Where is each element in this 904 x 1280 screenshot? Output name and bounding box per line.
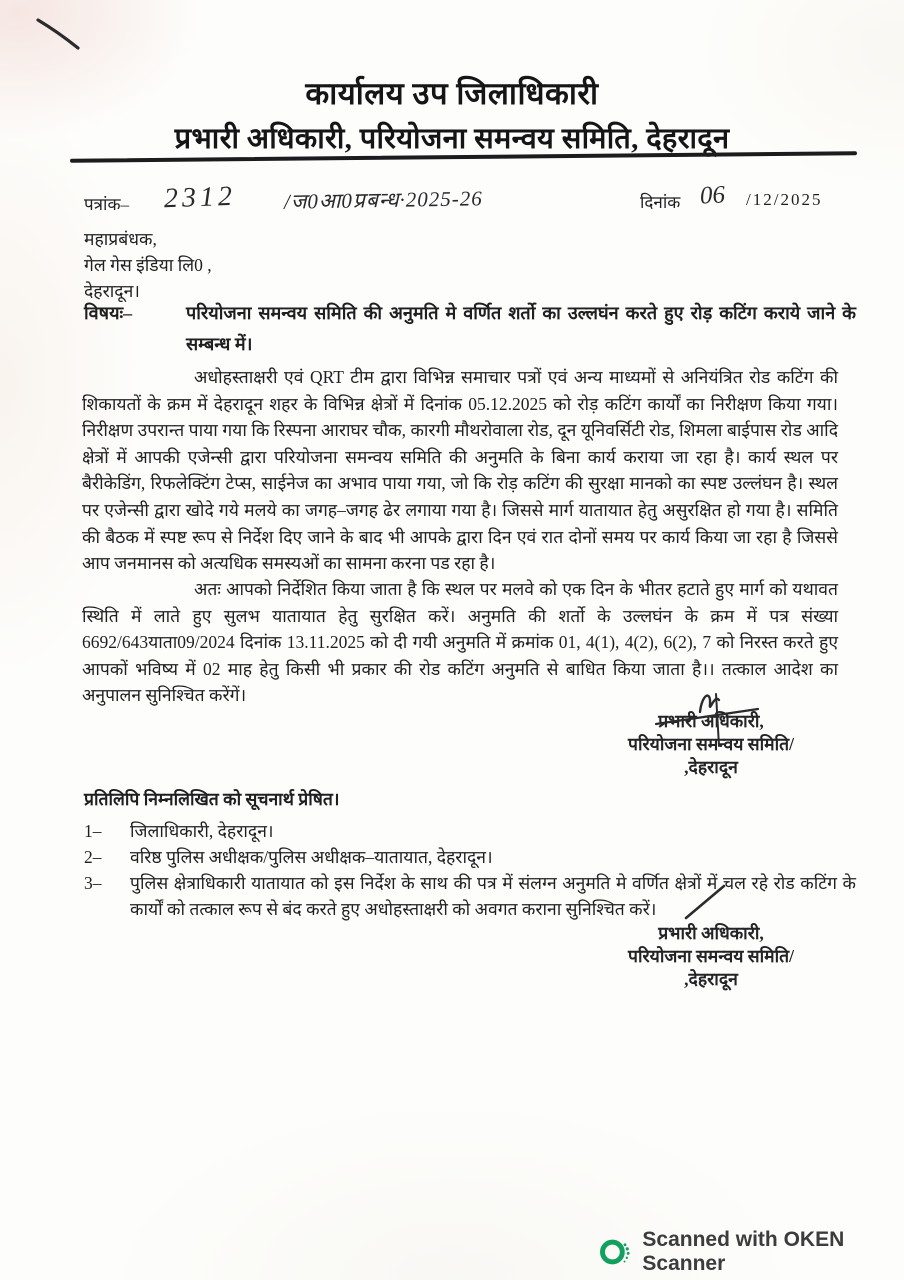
copy-item-number: 2– — [84, 847, 102, 867]
date-label: दिनांक — [640, 193, 681, 212]
addressee-block — [84, 226, 484, 304]
copy-item — [84, 870, 856, 922]
office-subtitle: प्रभारी अधिकारी, परियोजना समन्वय समिति, देहरादून — [174, 123, 730, 155]
signatory-committee: परियोजना समन्वय समिति/ — [628, 734, 794, 754]
signatory-place: ,देहरादून — [684, 757, 738, 777]
addressee-line: महाप्रबंधक, — [84, 229, 157, 249]
pen-mark-icon — [30, 12, 90, 57]
copy-item — [84, 818, 856, 844]
letter-number-handwritten: 2312 — [163, 180, 237, 215]
scanner-badge — [598, 1228, 904, 1276]
letter-number-suffix-handwritten: /ज0आ0प्रबन्ध·2025-26 — [283, 186, 483, 214]
signatory-designation: प्रभारी अधिकारी, — [658, 923, 764, 943]
signatory-place: ,देहरादून — [684, 969, 738, 989]
body-paragraph-2: अतः आपको निर्देशित किया जाता है कि स्थल पर मलवे को एक दिन के भीतर हटाते हुए मार्ग को यथावत स्थिति में लाते हुए सुलभ यातायात हेतु सुरक्षित करें। अनुमति की शर्तो के उल्लघंन के क्रम में पत्र संख्या 6692/643याता09/2024 दिनांक 13.11.2025 को दी गयी अनुमति में क्रमांक 01, 4(1), 4(2), 6(2), 7 को निरस्त करते हुए आपकों भविष्य में 02 माह हेतु किसी भी प्रकार की रोड कटिंग अनुमति से बाधित किया जाता है।। तत्काल आदेश का अनुपालन सुनिश्चित करेंगें। — [82, 579, 838, 706]
signatory-designation: प्रभारी अधिकारी, — [658, 711, 764, 731]
copy-item-text: जिलाधिकारी, देहरादून। — [130, 821, 274, 841]
subject-label: विषयः– — [84, 303, 133, 323]
subject-block — [84, 298, 856, 360]
signatory-committee: परियोजना समन्वय समिति/ — [628, 946, 794, 966]
copy-item-text: पुलिस क्षेत्राधिकारी यातायात को इस निर्देश के साथ की पत्र में संलग्न अनुमति मे वर्णित क्षेत्रों में चल रहे रोड कटिंग के कार्यों को तत्काल रूप से बंद करते हुए अधोहस्ताक्षरी को अवगत कराना सुनिश्चित करें। — [130, 873, 856, 919]
signature-block-2 — [586, 922, 836, 991]
office-title: कार्यालय उप जिलाधिकारी — [305, 76, 599, 111]
signature-slash-icon — [678, 880, 734, 924]
copy-item-text: वरिष्ठ पुलिस अधीक्षक/पुलिस अधीक्षक–यातायात, देहरादून। — [130, 847, 493, 867]
scanner-badge-text: Scanned with OKEN Scanner — [642, 1228, 845, 1275]
copy-distribution-list — [84, 786, 856, 922]
letterhead — [0, 72, 904, 157]
date-month-year: /12/2025 — [746, 190, 823, 209]
copy-heading: प्रतिलिपि निम्नलिखित को सूचनार्थ प्रेषित। — [84, 789, 340, 809]
copy-item-number: 1– — [84, 821, 102, 841]
letter-number-label: पत्रांक– — [84, 195, 129, 214]
addressee-line: गेल गेस इंडिया लि0 , — [84, 255, 212, 275]
reference-line — [84, 182, 854, 222]
oken-scanner-logo-icon — [598, 1234, 630, 1270]
copy-item — [84, 844, 856, 870]
copy-item-number: 3– — [84, 873, 102, 893]
signature-scribble-icon — [648, 686, 778, 758]
subject-text: परियोजना समन्वय समिति की अनुमति मे वर्णित शर्तो का उल्लघंन करते हुए रोड़ कटिंग कराये जाने के सम्बन्ध में। — [186, 303, 856, 354]
body-paragraph-1: अधोहस्ताक्षरी एवं QRT टीम द्वारा विभिन्न समाचार पत्रों एवं अन्य माध्यमों से अनियंत्रित रोड कटिंग की शिकायतों के क्रम में देहरादून शहर के विभिन्न क्षेत्रों में दिनांक 05.12.2025 को रोड़ कटिंग कार्यों का निरीक्षण किया गया। निरीक्षण उपरान्त पाया गया कि रिस्पना आराघर चौक, कारगी मौथरोवाला रोड, दून यूनिवर्सिटी रोड, शिमला बाईपास रोड आदि क्षेत्रों में आपकी एजेन्सी द्वारा परियोजना समन्वय समिति की अनुमति के बिना कार्य कराया जा रहा है। कार्य स्थल पर बैरीकेडिंग, रिफलेक्टिंग टेप्स, साईनेज का अभाव पाया गया, जो कि रोड़ कटिंग की सुरक्षा मानको का स्पष्ट उल्लंघन है। स्थल पर एजेन्सी द्वारा खोदे गये मलये का जगह–जगह ढेर लगाया गया है। जिससे मार्ग यातायात हेतु असुरक्षित हो गया है। समिति की बैठक में स्पष्ट रूप से निर्देश दिए जाने के बाद भी आपके द्वारा दिन एवं रात दोनों समय पर कार्य किया जा रहा है जिससे आप जनमानस को अत्यधिक समस्यओं का सामना करना पड रहा है। — [82, 367, 838, 574]
date-day-handwritten: 06 — [699, 181, 726, 210]
addressee-line: देहरादून। — [84, 281, 140, 301]
